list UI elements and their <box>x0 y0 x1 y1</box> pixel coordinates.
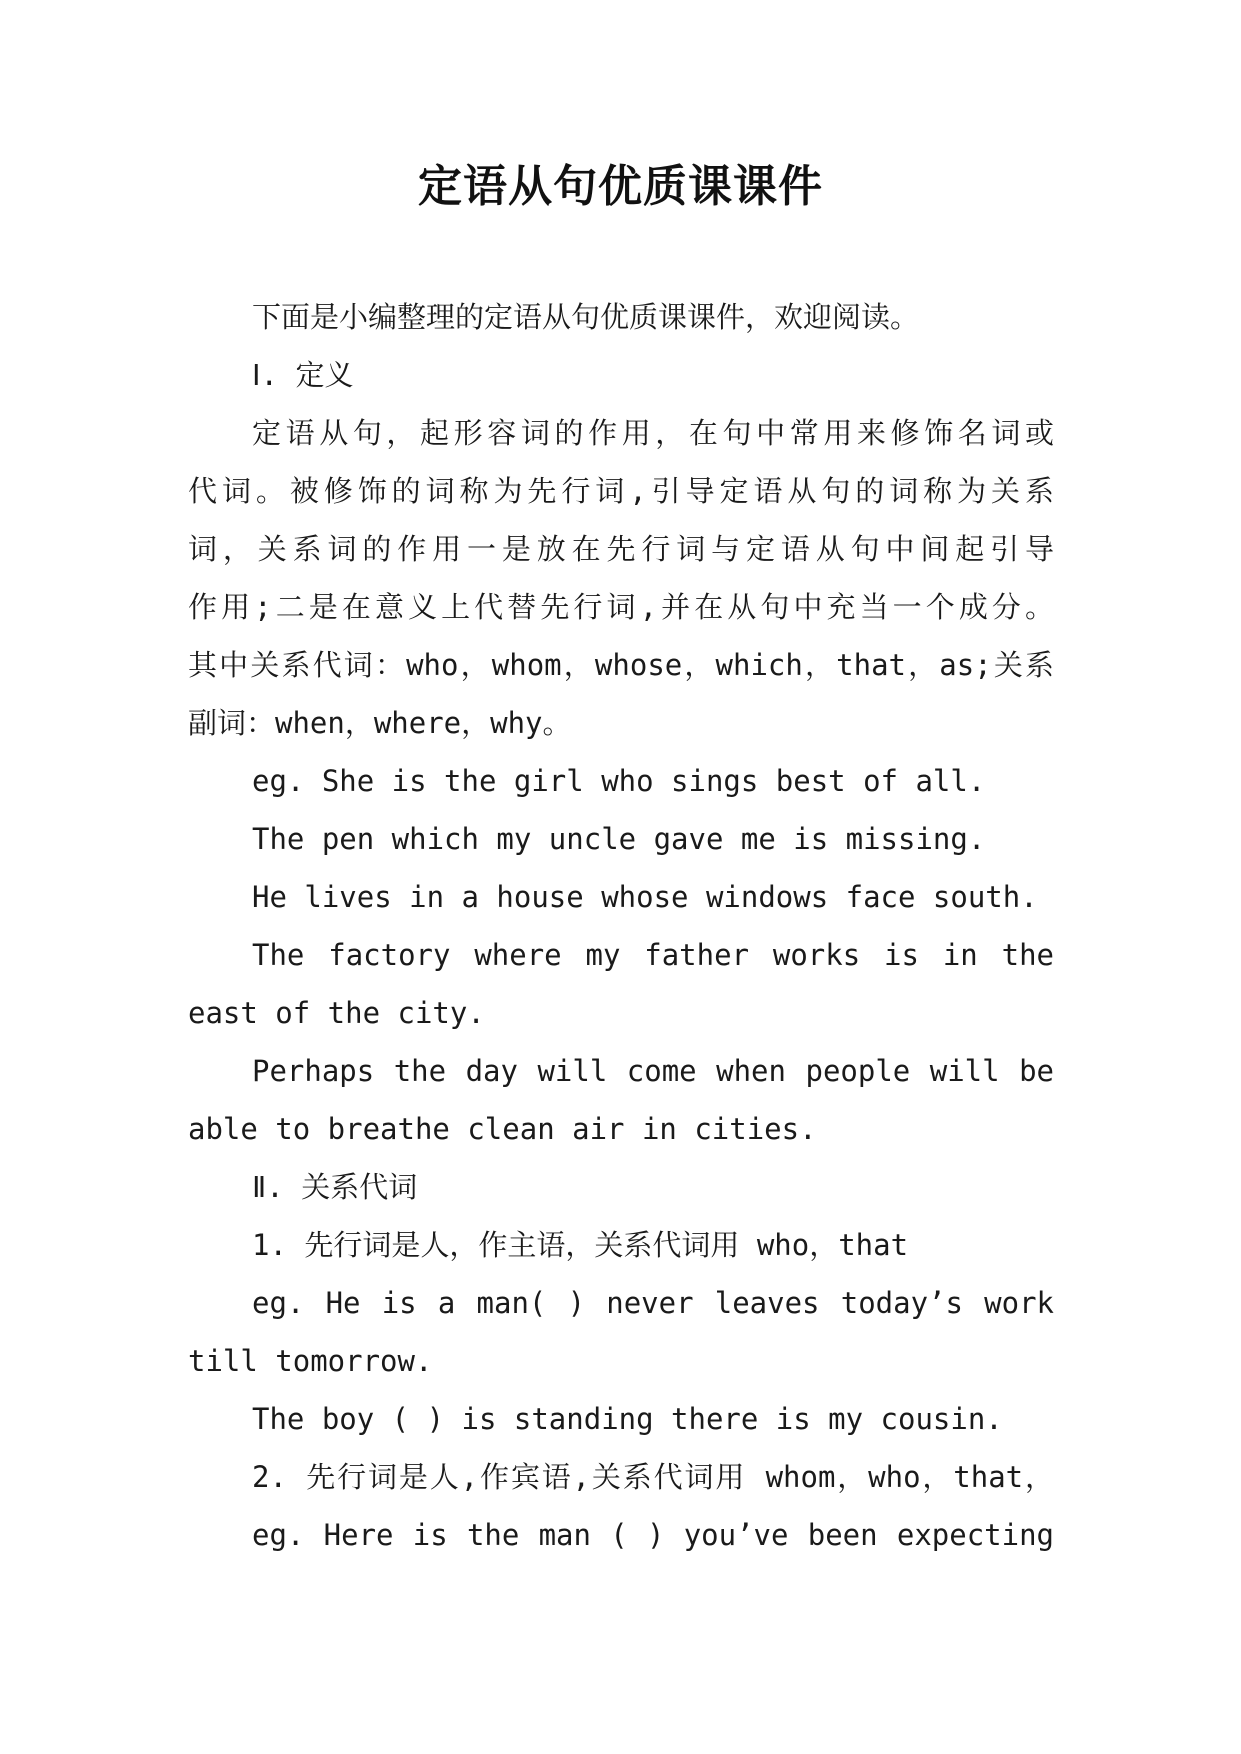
example-sentence: eg. He is a man( ) never leaves today’s work <box>252 1286 1054 1320</box>
section-heading-relative-pronouns: Ⅱ. 关系代词 <box>252 1170 418 1204</box>
example-sentence: The factory where my father works is in the <box>252 938 1054 972</box>
definition-line: 定语从句，起形容词的作用，在句中常用来修饰名词或 <box>252 416 1054 450</box>
example-sentence: The boy ( ) is standing there is my cousin. <box>252 1402 1003 1436</box>
example-sentence: The pen which my uncle gave me is missing. <box>252 822 986 856</box>
example-sentence: eg. Here is the man ( ) you’ve been expecting <box>252 1518 1054 1552</box>
rule-line: 1. 先行词是人，作主语，关系代词用 who，that <box>252 1228 909 1262</box>
example-sentence: Perhaps the day will come when people will be <box>252 1054 1054 1088</box>
example-sentence: able to breathe clean air in cities. <box>188 1112 817 1146</box>
example-sentence: He lives in a house whose windows face south. <box>252 880 1038 914</box>
document-title: 定语从句优质课课件 <box>418 161 823 212</box>
definition-line: 其中关系代词：who，whom，whose，which，that，as;关系 <box>188 648 1054 682</box>
rule-line: 2. 先行词是人,作宾语,关系代词用 whom，who，that， <box>252 1460 1054 1494</box>
definition-line: 词，关系词的作用一是放在先行词与定语从句中间起引导 <box>188 532 1054 566</box>
example-sentence: eg. She is the girl who sings best of all. <box>252 764 986 798</box>
definition-line: 作用;二是在意义上代替先行词,并在从句中充当一个成分。 <box>188 590 1054 624</box>
intro-paragraph: 下面是小编整理的定语从句优质课课件，欢迎阅读。 <box>252 300 920 334</box>
definition-line: 副词：when，where，why。 <box>188 706 572 740</box>
definition-line: 代词。被修饰的词称为先行词,引导定语从句的词称为关系 <box>188 474 1054 508</box>
example-sentence: till tomorrow. <box>188 1344 433 1378</box>
section-heading-definition: Ⅰ. 定义 <box>252 358 354 392</box>
example-sentence: east of the city. <box>188 996 485 1030</box>
document-body <box>188 288 1054 1564</box>
